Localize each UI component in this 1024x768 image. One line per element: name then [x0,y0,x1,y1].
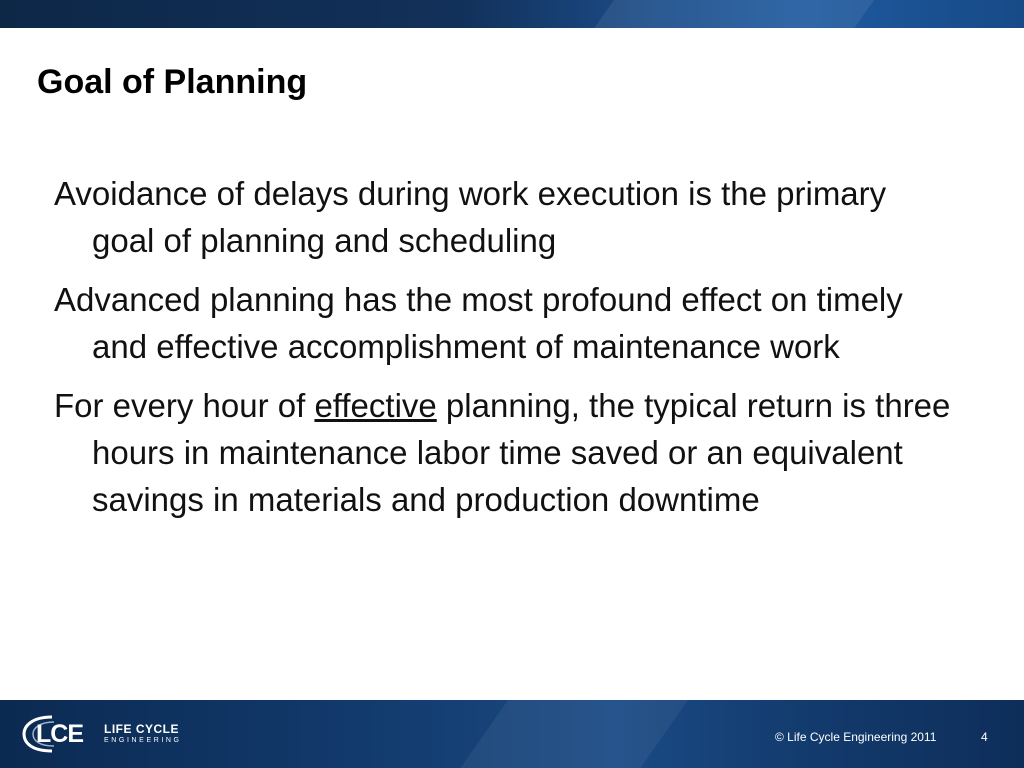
bullet-3-emphasis: effective [314,387,437,424]
logo-mark [22,714,104,754]
logo-wordmark [104,723,182,745]
logo-subtitle: ENGINEERING [104,737,182,744]
bullet-list [54,170,954,535]
logo-name: LIFE CYCLE [104,722,180,736]
slide-title: Goal of Planning [37,63,308,101]
bullet-2: Advanced planning has the most profound effect on timely and effective accomplishment of maintenance work [54,281,903,365]
page-number: 4 [981,730,988,744]
bullet-1: Avoidance of delays during work execution is the primary goal of planning and scheduling [54,175,887,259]
company-logo [22,714,182,754]
bullet-3-lead: For every hour of [54,387,315,424]
copyright-text: © Life Cycle Engineering 2011 [775,730,937,744]
logo-lce-text: LCE [36,720,83,748]
bullet-3-rest: planning, the typical return is three hours in maintenance labor time saved or an equivalent savings in materials and production downtime [92,387,951,518]
bullet-3 [54,382,954,523]
footer-band [0,700,1024,768]
header-band [0,0,1024,28]
